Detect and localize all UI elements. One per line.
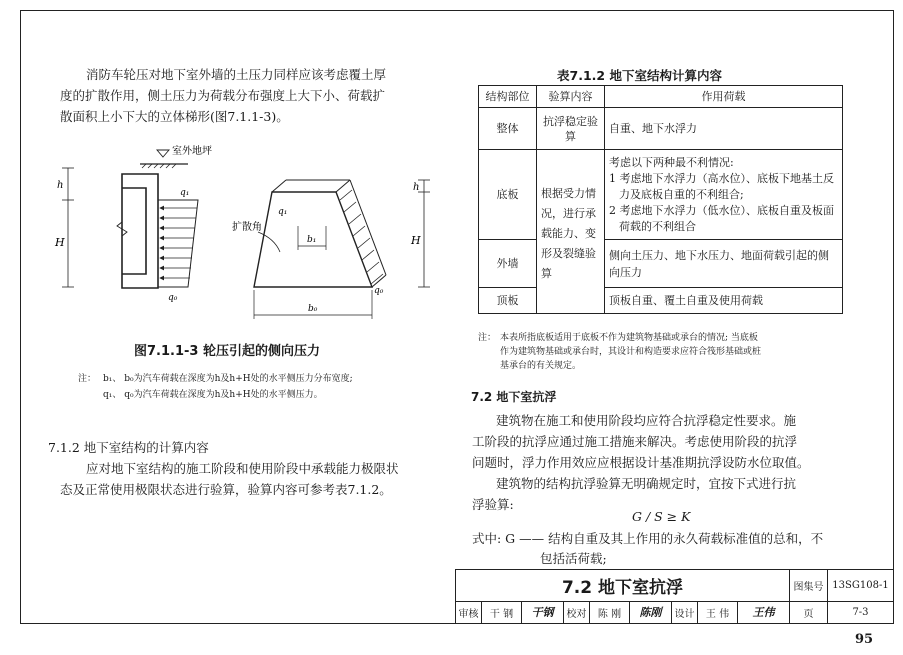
table-note-line-3: 基承台的有关规定。: [500, 361, 582, 371]
formula-definition-line-2: 包括活荷载;: [540, 551, 607, 566]
figure-note-line-2: q₁、 q₀为汽车荷载在深度为h及h+H处的水平侧压力。: [103, 390, 323, 400]
H-label: H: [55, 236, 65, 249]
check-signature: 陈刚: [630, 601, 672, 623]
intro-line-2: 度的扩散作用，侧土压力为荷载分布强度上大下小、荷载扩: [60, 88, 386, 103]
table-note-line-2: 作为建筑物基础或承台时，其设计和构造要求应符合筏形基础或桩: [500, 347, 762, 357]
section-72-p2-line-1: 建筑物的结构抗浮验算无明确规定时，宜按下式进行抗: [496, 476, 797, 491]
title-block: [455, 569, 894, 624]
design-label: 设计: [672, 601, 698, 623]
buoyancy-formula: G / S ≥ K: [632, 509, 691, 524]
table-note-line-1: 本表所指底板适用于底板不作为建筑物基础或承台的情况; 当底板: [500, 333, 758, 343]
section-712-heading: 7.1.2 地下室结构的计算内容: [48, 440, 209, 455]
section-72-p2-line-2: 浮验算:: [472, 497, 514, 512]
ground-label: 室外地坪: [172, 146, 212, 157]
table-row: [479, 288, 843, 314]
table-header: 作用荷载: [605, 86, 843, 108]
q0-label-right: q₀: [374, 286, 384, 296]
floor-load-item-2: 2 考虑地下水浮力（低水位）、底板自重及板面荷载的不利组合: [609, 203, 834, 233]
review-label: 审核: [456, 601, 482, 623]
table-cell-part: 顶板: [479, 288, 537, 314]
review-signature: 干钢: [522, 601, 564, 623]
table-cell-check: 抗浮稳定验算: [537, 108, 605, 150]
spread-angle-label: 扩散角: [232, 222, 262, 233]
section-712-line-1: 应对地下室结构的施工阶段和使用阶段中承载能力极限状: [86, 461, 399, 476]
figure-note-line-1: b₁、 b₀为汽车荷载在深度为h及h+H处的水平侧压力分布宽度;: [103, 374, 353, 384]
title-block-title: 7.2 地下室抗浮: [456, 570, 790, 602]
table-cell-load: 自重、地下水浮力: [605, 108, 843, 150]
b1-label: b₁: [307, 235, 317, 245]
section-72-p1-line-1: 建筑物在施工和使用阶段均应符合抗浮稳定性要求。施: [496, 413, 797, 428]
table-cell-part: 整体: [479, 108, 537, 150]
section-712-line-2: 态及正常使用极限状态进行验算，验算内容可参考表7.1.2。: [60, 482, 392, 497]
h-label-right: h: [413, 182, 420, 193]
section-72-p1-line-3: 问题时，浮力作用效应应根据设计基准期抗浮设防水位取值。: [472, 455, 810, 470]
table-cell-load: 侧向土压力、地下水压力、地面荷载引起的侧向压力: [605, 240, 843, 288]
page-label: 页: [790, 601, 828, 623]
page-number: 95: [855, 632, 874, 647]
q1-label-left: q₁: [180, 188, 190, 198]
figure-title: 图7.1.1-3 轮压引起的侧向压力: [134, 344, 320, 359]
table-header: 结构部位: [479, 86, 537, 108]
table-cell-load: [605, 150, 843, 240]
check-name: 陈 刚: [590, 601, 630, 623]
table-row: [479, 150, 843, 240]
floor-load-intro: 考虑以下两种最不利情况:: [609, 155, 734, 169]
section-72-heading: 7.2 地下室抗浮: [471, 390, 557, 404]
pressure-arrows: [160, 208, 197, 278]
floor-load-item-1: 1 考虑地下水浮力（高水位）、底板下地基土反力及底板自重的不利组合;: [609, 171, 834, 201]
table-title: 表7.1.2 地下室结构计算内容: [557, 68, 722, 83]
table-header: 验算内容: [537, 86, 605, 108]
table-cell-check: 根据受力情况，进行承载能力、变形及裂缝验算: [537, 150, 605, 314]
b0-label: b₀: [308, 304, 318, 314]
h-label: h: [57, 180, 64, 191]
design-signature: 王伟: [738, 601, 790, 623]
table-cell-part: 底板: [479, 150, 537, 240]
sheet-page-number: 7-3: [828, 601, 894, 623]
formula-definition-line-1: 式中: G —— 结构自重及其上作用的永久荷载标准值的总和，不: [472, 531, 824, 546]
atlas-number: 13SG108-1: [828, 570, 894, 602]
structure-calc-table: [478, 85, 843, 314]
figure-note-prefix: 注：: [78, 374, 97, 384]
ground-hatch: [142, 164, 176, 168]
table-header-row: [479, 86, 843, 108]
table-row: [479, 240, 843, 288]
q0-label-left: q₀: [168, 293, 178, 303]
review-name: 干 钢: [482, 601, 522, 623]
table-cell-part: 外墙: [479, 240, 537, 288]
H-label-right: H: [411, 234, 421, 247]
table-note-prefix: 注：: [478, 333, 497, 343]
intro-line-1: 消防车轮压对地下室外墙的土压力同样应该考虑覆土厚: [86, 67, 387, 82]
check-label: 校对: [564, 601, 590, 623]
section-72-p1-line-2: 工阶段的抗浮应通过施工措施来解决。考虑使用阶段的抗浮: [472, 434, 798, 449]
intro-line-3: 散面积上小下大的立体梯形(图7.1.1-3)。: [60, 109, 289, 124]
prism-hatching: [340, 190, 383, 284]
table-cell-load: 顶板自重、覆土自重及使用荷载: [605, 288, 843, 314]
design-name: 王 伟: [698, 601, 738, 623]
table-row: [479, 108, 843, 150]
atlas-label: 图集号: [790, 570, 828, 602]
q1-label-right: q₁: [278, 207, 288, 217]
lateral-pressure-figure: [40, 140, 450, 340]
